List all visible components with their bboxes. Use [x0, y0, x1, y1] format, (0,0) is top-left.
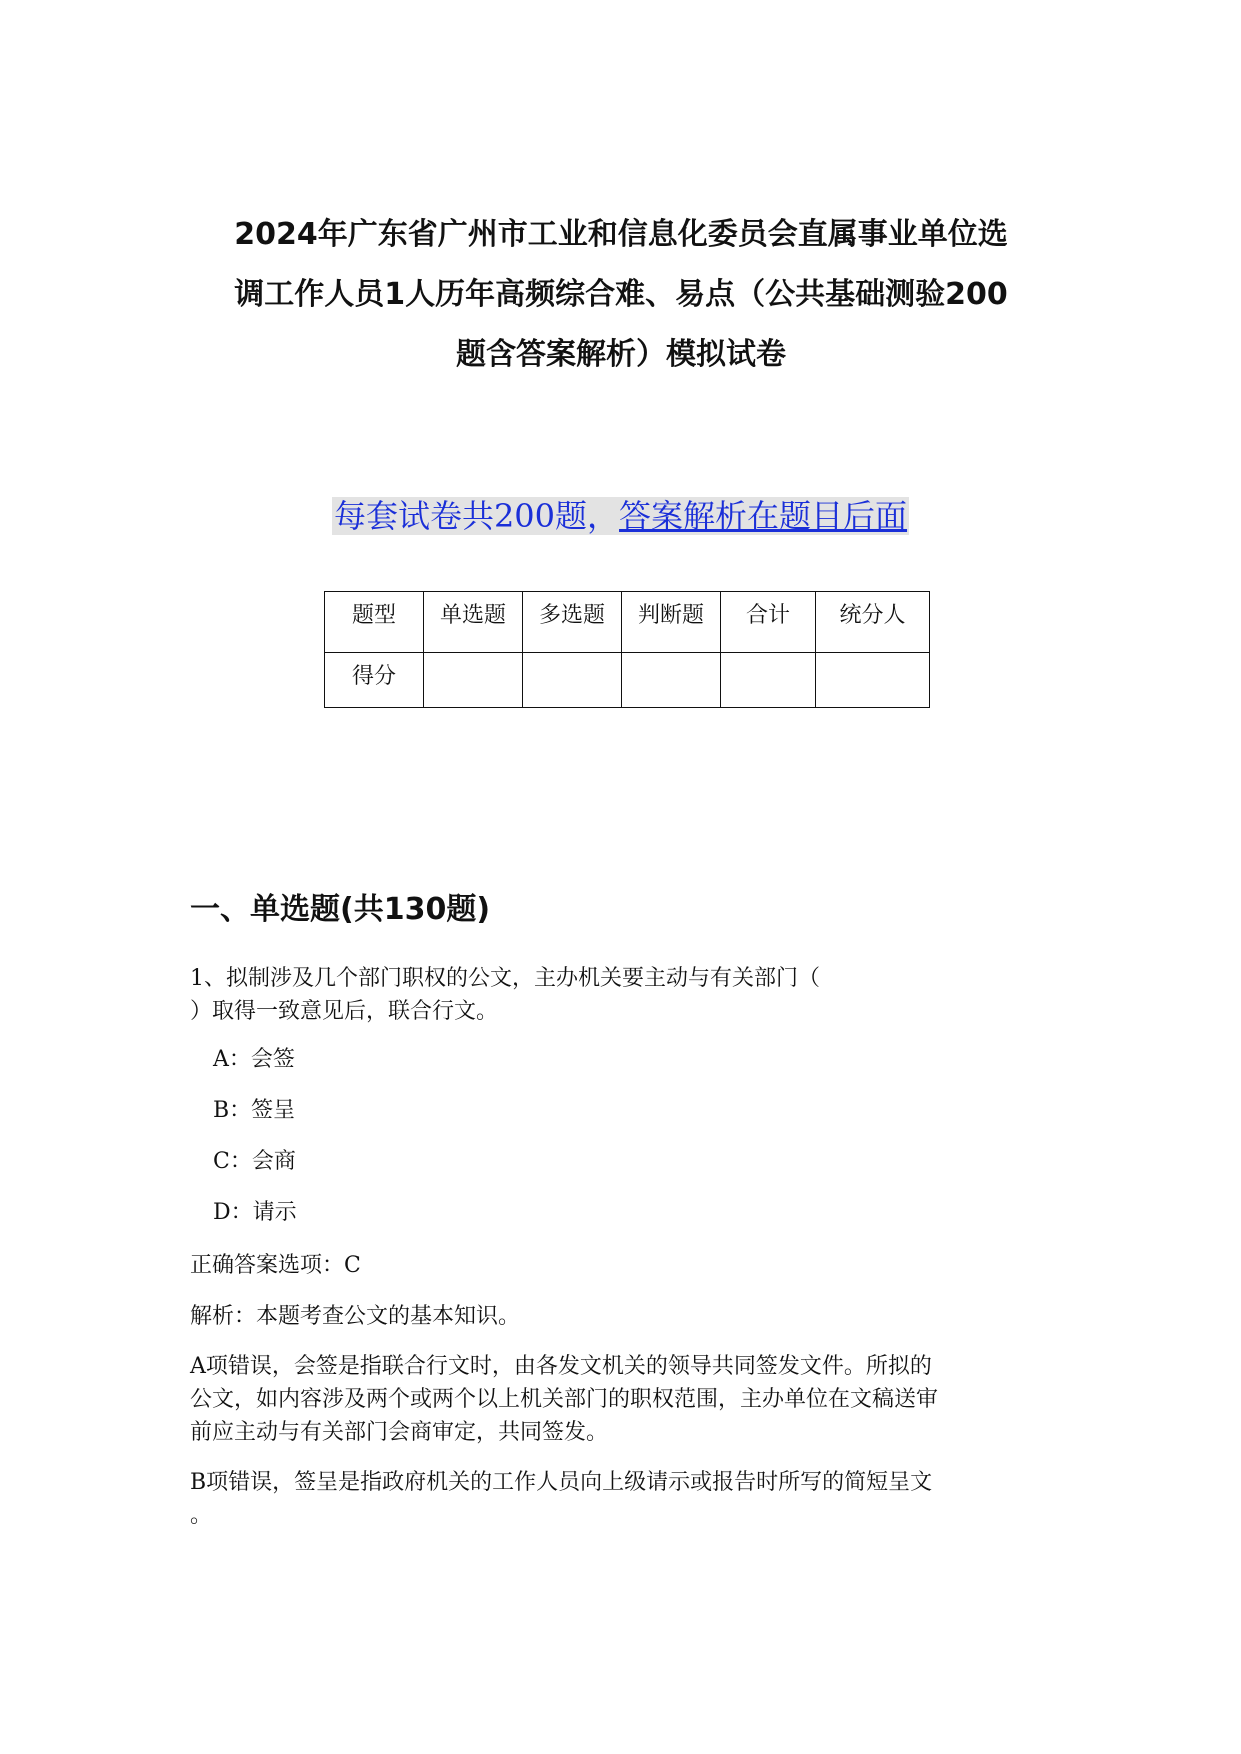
- correct-answer: 正确答案选项：C: [190, 1253, 361, 1278]
- option-b-explanation: [190, 1466, 1050, 1532]
- title-line-2: 调工作人员1人历年高频综合难、易点（公共基础测验200: [234, 277, 1008, 312]
- header-cell-single: 单选题: [424, 592, 523, 653]
- header-cell-total: 合计: [721, 592, 816, 653]
- title-line-3: 题含答案解析）模拟试卷: [456, 337, 786, 372]
- title-line-1: 2024年广东省广州市工业和信息化委员会直属事业单位选: [234, 217, 1008, 252]
- section-heading: 一、单选题(共130题): [190, 892, 491, 927]
- answer-location-link[interactable]: 答案解析在题目后面: [619, 497, 908, 535]
- option-a: A：会签: [213, 1047, 295, 1072]
- option-a-explanation-line-1: A项错误，会签是指联合行文时，由各发文机关的领导共同签发文件。所拟的: [190, 1354, 932, 1379]
- header-cell-type: 题型: [325, 592, 424, 653]
- score-row-label: 得分: [325, 653, 424, 708]
- option-a-explanation-line-2: 公文，如内容涉及两个或两个以上机关部门的职权范围，主办单位在文稿送审: [190, 1387, 939, 1412]
- option-b-explanation-line-1: B项错误，签呈是指政府机关的工作人员向上级请示或报告时所写的简短呈文: [190, 1470, 933, 1495]
- question-text-line-1: 1、拟制涉及几个部门职权的公文，主办机关要主动与有关部门（: [190, 966, 820, 991]
- question-text-line-2: ）取得一致意见后，联合行文。: [190, 999, 499, 1024]
- option-b: B：签呈: [213, 1098, 296, 1123]
- option-b-explanation-line-2: 。: [190, 1503, 213, 1528]
- score-table-header-row: [325, 592, 930, 653]
- score-cell-total[interactable]: [721, 653, 816, 708]
- exam-notice: [0, 494, 1241, 538]
- score-cell-multi[interactable]: [523, 653, 622, 708]
- header-cell-judge: 判断题: [622, 592, 721, 653]
- score-cell-single[interactable]: [424, 653, 523, 708]
- document-title: [190, 205, 1052, 385]
- option-c: C：会商: [213, 1149, 296, 1174]
- analysis-intro: 解析：本题考查公文的基本知识。: [190, 1304, 521, 1329]
- header-cell-multi: 多选题: [523, 592, 622, 653]
- option-a-explanation: [190, 1350, 1050, 1449]
- exam-notice-highlight: [332, 497, 909, 535]
- option-a-explanation-line-3: 前应主动与有关部门会商审定，共同签发。: [190, 1420, 609, 1445]
- score-table-score-row: [325, 653, 930, 708]
- score-cell-scorer[interactable]: [816, 653, 930, 708]
- score-table: [324, 591, 930, 708]
- score-cell-judge[interactable]: [622, 653, 721, 708]
- exam-notice-text: 每套试卷共200题，: [333, 497, 620, 535]
- header-cell-scorer: 统分人: [816, 592, 930, 653]
- question-text: [190, 962, 930, 1028]
- option-d: D：请示: [213, 1200, 297, 1225]
